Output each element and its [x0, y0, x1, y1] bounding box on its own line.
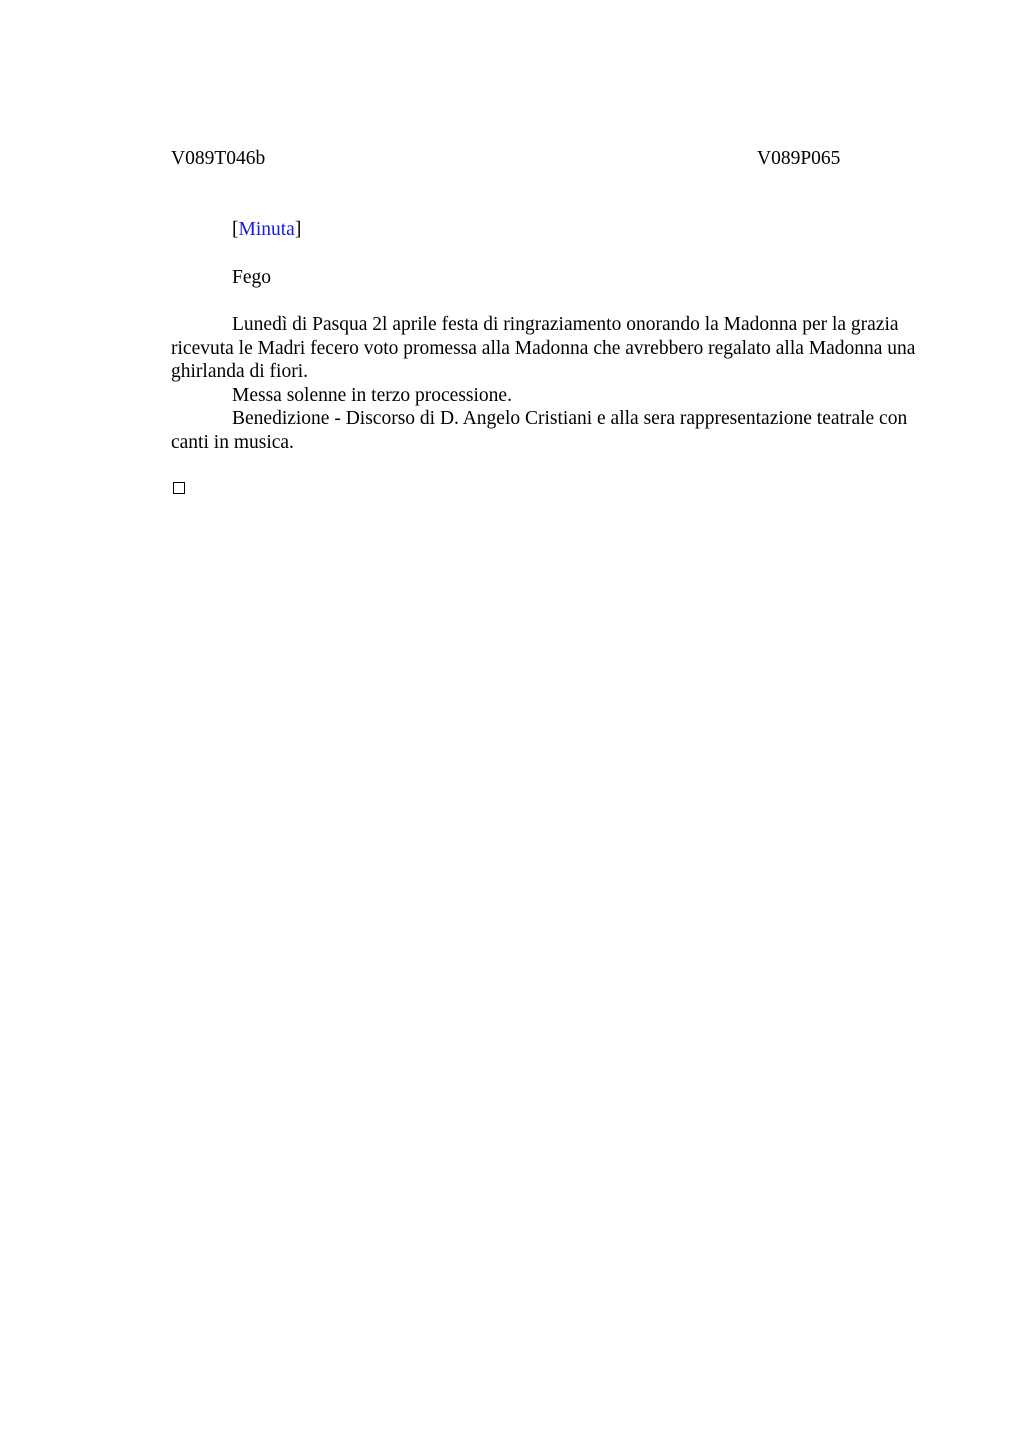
- empty-checkbox-icon[interactable]: [173, 482, 185, 494]
- minuta-label: [232, 218, 301, 242]
- paragraph: Lunedì di Pasqua 2l aprile festa di ringraziamento onorando la Madonna per la grazia ricevuta le Madri fecero voto promessa alla Madonna che avrebbero regalato alla Madonna una ghirlanda di fiori.: [171, 314, 916, 382]
- open-bracket: [: [232, 219, 239, 240]
- minuta-link[interactable]: Minuta: [238, 219, 295, 240]
- paragraph: Benedizione - Discorso di D. Angelo Cristiani e alla sera rappresentazione teatrale con canti in musica.: [171, 408, 908, 453]
- paragraph: Messa solenne in terzo processione.: [232, 384, 512, 406]
- document-code-left: V089T046b: [171, 148, 266, 169]
- place-name: Fego: [232, 267, 271, 288]
- document-code-right: V089P065: [757, 148, 841, 169]
- document-body: [171, 313, 919, 454]
- close-bracket: ]: [294, 219, 302, 240]
